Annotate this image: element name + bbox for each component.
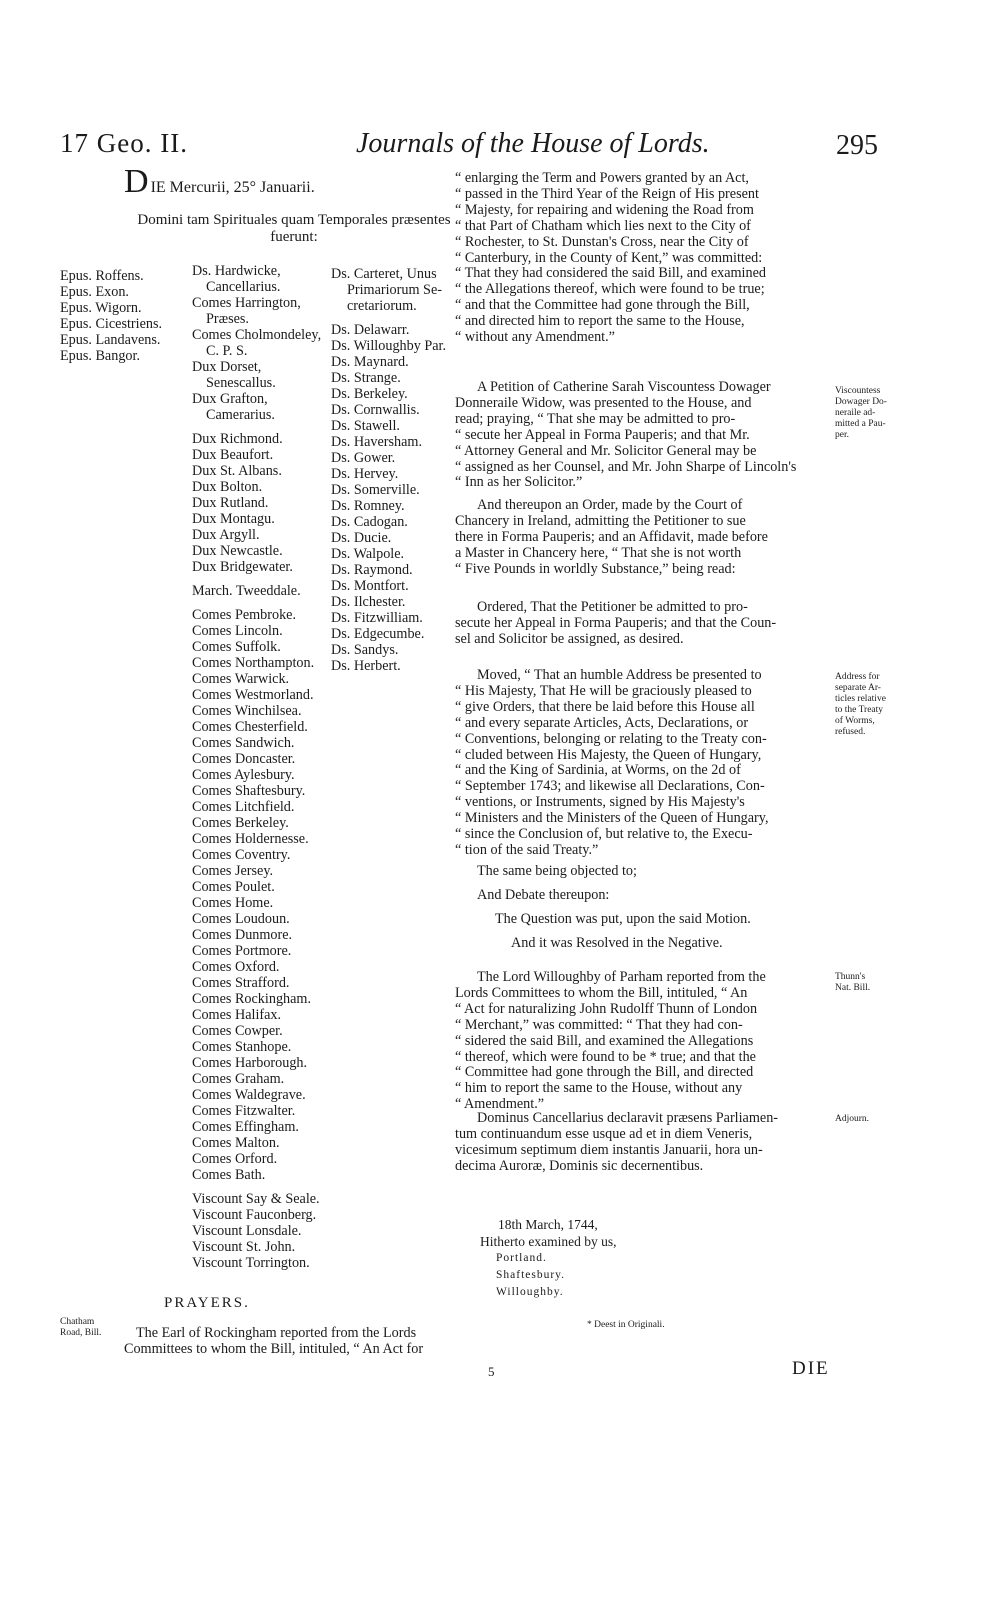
baron-entry: Ds. Romney. [331, 498, 405, 514]
peer-entry: Comes Harrington, [192, 295, 301, 311]
worms-address-motion [455, 668, 827, 859]
text-line: read; praying, “ That she may be admitted to pro- [455, 410, 736, 427]
chatham-report-continued [455, 171, 827, 346]
baron-entry: Ds. Walpole. [331, 546, 405, 562]
baron-entry: Ds. Carteret, Unus [331, 266, 437, 282]
peer-entry: Comes Chesterfield. [192, 719, 308, 735]
text-line: decima Auroræ, Dominis sic decernentibus. [455, 1157, 704, 1174]
peer-entry: Dux Grafton, [192, 391, 268, 407]
header-regnal-year: 17 Geo. II. [60, 128, 188, 158]
peer-entry: Viscount Torrington. [192, 1255, 310, 1271]
peer-entry: Comes Winchilsea. [192, 703, 302, 719]
sidenote-line: Thunn's [835, 972, 866, 982]
baron-entry: Ds. Cadogan. [331, 514, 408, 530]
peer-entry: Comes Doncaster. [192, 751, 296, 767]
text-line: “ and that the Committee had gone through the Bill, [455, 297, 750, 314]
baron-entry: Ds. Delawarr. [331, 322, 410, 338]
peer-entry: C. P. S. [206, 343, 248, 359]
sidenote-thunn [835, 972, 910, 994]
peer-entry: Comes Orford. [192, 1151, 278, 1167]
signatory-name: Portland. [496, 1252, 547, 1264]
text-line: Committees to whom the Bill, intituled, “ An Act for [124, 1341, 424, 1357]
prayers-heading: PRAYERS. [164, 1295, 250, 1311]
baron-entry: Ds. Maynard. [331, 354, 409, 370]
peer-entry: Viscount Say & Seale. [192, 1191, 320, 1207]
peer-entry: Comes Stanhope. [192, 1039, 292, 1055]
text-line: “ cluded between His Majesty, the Queen of Hungary, [455, 746, 762, 763]
sidenote-line: mitted a Pau- [835, 419, 886, 429]
question-line: The Question was put, upon the said Motion. [495, 911, 751, 927]
peer-entry: Comes Litchfield. [192, 799, 295, 815]
peer-entry: Senescallus. [206, 375, 276, 391]
peer-entry: Viscount Lonsdale. [192, 1223, 302, 1239]
peer-entry: Dux Bolton. [192, 479, 263, 495]
text-line: “ thereof, which were found to be * true; and that the [455, 1048, 756, 1065]
baron-entry: Ds. Haversham. [331, 434, 423, 450]
date-line [124, 163, 315, 200]
text-line: The Earl of Rockingham reported from the Lords [136, 1325, 417, 1341]
baron-entry: Ds. Stawell. [331, 418, 400, 434]
text-line: “ Merchant,” was committed: “ That they had con- [455, 1016, 743, 1033]
peer-entry: Comes Malton. [192, 1135, 280, 1151]
peer-entry: Comes Fitzwalter. [192, 1103, 296, 1119]
text-line: “ Ministers and the Ministers of the Queen of Hungary, [455, 810, 769, 827]
peers-column [192, 263, 321, 1271]
signature-mark: 5 [488, 1364, 495, 1379]
text-line: A Petition of Catherine Sarah Viscountess Dowager [477, 379, 771, 395]
baron-entry: Ds. Strange. [331, 370, 401, 386]
text-line: there in Forma Pauperis; and an Affidavit, made before [455, 528, 768, 545]
text-line: “ the Allegations thereof, which were found to be true; [455, 281, 765, 298]
text-line: secute her Appeal in Forma Pauperis; and that the Coun- [455, 614, 777, 631]
text-line: “ Five Pounds in worldly Substance,” being read: [455, 560, 736, 577]
peer-entry: Comes Effingham. [192, 1119, 299, 1135]
text-line: “ enlarging the Term and Powers granted by an Act, [455, 170, 749, 186]
text-line: “ since the Conclusion of, but relative to, the Execu- [455, 826, 753, 843]
text-line: “ and directed him to report the same to the House, [455, 313, 745, 330]
date-text: IE Mercurii, 25° Januarii. [150, 179, 315, 196]
text-line: Donneraile Widow, was presented to the House, and [455, 394, 752, 411]
text-line: Moved, “ That an humble Address be presented to [477, 667, 762, 683]
text-line: Chancery in Ireland, admitting the Petitioner to sue [455, 512, 746, 529]
sig-names [480, 1250, 616, 1301]
bishop-entry: Epus. Exon. [60, 284, 129, 300]
sidenote-chatham [60, 1317, 101, 1339]
text-line: “ Majesty, for repairing and widening the Road from [455, 201, 754, 218]
peer-entry: Comes Portmore. [192, 943, 292, 959]
ordered-paragraph [455, 600, 827, 648]
text-line: “ That they had considered the said Bill, and examined [455, 265, 766, 282]
signatory-name: Willoughby. [496, 1286, 564, 1298]
peer-entry: Viscount Fauconberg. [192, 1207, 317, 1223]
sidenote-adjourn [835, 1114, 910, 1125]
sidenote-line: Adjourn. [835, 1114, 870, 1124]
peer-entry: Comes Westmorland. [192, 687, 314, 703]
peer-entry: Comes Halifax. [192, 1007, 282, 1023]
peer-entry: Comes Cholmondeley, [192, 327, 322, 343]
sidenote-line: ticles relative [835, 694, 886, 704]
bishop-entry: Epus. Landavens. [60, 332, 161, 348]
baron-entry: Ds. Cornwallis. [331, 402, 420, 418]
text-line: “ that Part of Chatham which lies next to the City of [455, 217, 751, 234]
text-line: “ without any Amendment.” [455, 329, 615, 346]
baron-entry: Ds. Herbert. [331, 658, 401, 674]
text-line: “ passed in the Third Year of the Reign of His present [455, 185, 759, 202]
text-line: “ Conventions, belonging or relating to the Treaty con- [455, 730, 767, 747]
baron-entry: Primariorum Se- [347, 282, 442, 298]
text-line: “ His Majesty, That He will be graciously pleased to [455, 682, 752, 699]
peer-entry: Viscount St. John. [192, 1239, 296, 1255]
baron-entry: Ds. Edgecumbe. [331, 626, 425, 642]
bishop-entry: Epus. Wigorn. [60, 300, 142, 316]
sidenote-line: Chatham [60, 1317, 95, 1327]
peer-entry: Comes Home. [192, 895, 274, 911]
bishop-entry: Epus. Cicestriens. [60, 316, 163, 332]
text-line: “ Attorney General and Mr. Solicitor General may be [455, 442, 757, 459]
peer-entry: Comes Loudoun. [192, 911, 290, 927]
text-line: “ September 1743; and likewise all Declarations, Con- [455, 778, 765, 795]
sidenote-line: per. [835, 430, 849, 440]
text-line: And thereupon an Order, made by the Court of [477, 497, 743, 513]
text-line: “ assigned as her Counsel, and Mr. John Sharpe of Lincoln's [455, 458, 797, 475]
peer-entry: Comes Holdernesse. [192, 831, 309, 847]
peer-entry: Dux Newcastle. [192, 543, 283, 559]
examination-signature [480, 1216, 616, 1301]
sidenote-line: Address for [835, 672, 880, 682]
peer-entry: Comes Suffolk. [192, 639, 281, 655]
text-line: “ him to report the same to the House, without any [455, 1080, 743, 1097]
peer-entry: Comes Lincoln. [192, 623, 283, 639]
sidenote-line: Nat. Bill. [835, 983, 871, 993]
text-line: “ Act for naturalizing John Rudolff Thunn of London [455, 1000, 758, 1017]
peer-entry: Comes Harborough. [192, 1055, 308, 1071]
baron-entry: Ds. Sandys. [331, 642, 399, 658]
drop-cap: D [124, 163, 149, 200]
peer-entry: Comes Northampton. [192, 655, 315, 671]
thunn-report [455, 970, 827, 1113]
peer-entry: Comes Oxford. [192, 959, 280, 975]
peer-entry: Comes Aylesbury. [192, 767, 295, 783]
peer-entry: Comes Warwick. [192, 671, 290, 687]
peer-entry: Dux St. Albans. [192, 463, 282, 479]
peer-entry: Comes Jersey. [192, 863, 274, 879]
peer-entry: Dux Dorset, [192, 359, 262, 375]
header-title: Journals of the House of Lords. [356, 128, 710, 159]
baron-entry: Ds. Raymond. [331, 562, 413, 578]
sig-line: Hitherto examined by us, [480, 1234, 617, 1249]
peer-entry: Comes Strafford. [192, 975, 290, 991]
text-line: “ and the King of Sardinia, at Worms, on the 2d of [455, 762, 741, 779]
baron-entry: Ds. Ducie. [331, 530, 392, 546]
baron-entry: Ds. Berkeley. [331, 386, 408, 402]
sidenote-line: separate Ar- [835, 683, 881, 693]
peer-entry: Comes Poulet. [192, 879, 275, 895]
page-number: 295 [836, 130, 878, 161]
footnote: * Deest in Originali. [587, 1320, 665, 1330]
sidenote-line: neraile ad- [835, 408, 876, 418]
sidenote-line: Road, Bill. [60, 1328, 102, 1338]
peer-entry: Dux Richmond. [192, 431, 283, 447]
peer-entry: Dux Beaufort. [192, 447, 274, 463]
text-line: “ and every separate Articles, Acts, Declarations, or [455, 714, 749, 731]
peer-entry: Comes Bath. [192, 1167, 266, 1183]
baron-entry: Ds. Gower. [331, 450, 396, 466]
text-line: tum continuandum esse usque ad et in diem Veneris, [455, 1125, 753, 1142]
barons-column [331, 266, 446, 674]
peer-entry: Comes Dunmore. [192, 927, 293, 943]
baron-entry: Ds. Hervey. [331, 466, 399, 482]
peer-entry: Comes Waldegrave. [192, 1087, 306, 1103]
text-line: “ secute her Appeal in Forma Pauperis; and that Mr. [455, 426, 750, 443]
text-line: The Lord Willoughby of Parham reported from the [477, 969, 766, 985]
peer-entry: Cancellarius. [206, 279, 281, 295]
peer-entry: Comes Shaftesbury. [192, 783, 306, 799]
baron-entry: Ds. Montfort. [331, 578, 409, 594]
signatory-name: Shaftesbury. [496, 1269, 566, 1281]
peer-entry: Comes Graham. [192, 1071, 285, 1087]
objected-line: The same being objected to; [477, 863, 637, 879]
catchword: DIE [792, 1358, 830, 1379]
sidenote-line: of Worms, [835, 716, 875, 726]
text-line: “ Inn as her Solicitor.” [455, 474, 583, 491]
debate-line: And Debate thereupon: [477, 887, 610, 903]
text-line: Ordered, That the Petitioner be admitted to pro- [477, 599, 748, 615]
peer-entry: Comes Cowper. [192, 1023, 283, 1039]
text-line: Dominus Cancellarius declaravit præsens Parliamen- [477, 1110, 779, 1126]
peer-entry: Comes Berkeley. [192, 815, 289, 831]
text-line: “ sidered the said Bill, and examined the Allegations [455, 1032, 754, 1049]
text-line: “ ventions, or Instruments, signed by His Majesty's [455, 794, 745, 811]
text-line: “ tion of the said Treaty.” [455, 841, 599, 858]
sidenote-line: Viscountess [835, 386, 881, 396]
text-line: “ Amendment.” [455, 1096, 545, 1113]
peer-entry: Comes Rockingham. [192, 991, 312, 1007]
peer-entry: Camerarius. [206, 407, 275, 423]
peer-entry: Comes Pembroke. [192, 607, 297, 623]
text-line: sel and Solicitor be assigned, as desired. [455, 630, 684, 647]
sig-date: 18th March, 1744, [498, 1217, 598, 1232]
rockingham-report [124, 1325, 464, 1357]
text-line: Lords Committees to whom the Bill, intituled, “ An [455, 984, 748, 1001]
sidenote-address [835, 672, 910, 738]
peer-entry: Dux Rutland. [192, 495, 269, 511]
baron-entry: Ds. Willoughby Par. [331, 338, 447, 354]
text-line: “ give Orders, that there be laid before this House all [455, 698, 755, 715]
baron-entry: Ds. Somerville. [331, 482, 420, 498]
adjournment [455, 1111, 827, 1175]
baron-entry: Ds. Fitzwilliam. [331, 610, 423, 626]
peer-entry: Præses. [206, 311, 249, 327]
bishop-entry: Epus. Bangor. [60, 348, 140, 364]
peer-entry: Dux Argyll. [192, 527, 260, 543]
sidenote-line: Dowager Do- [835, 397, 887, 407]
text-line: a Master in Chancery here, “ That she is not worth [455, 544, 742, 561]
peer-entry: Ds. Hardwicke, [192, 263, 281, 279]
text-line: “ Canterbury, in the County of Kent,” was committed: [455, 249, 763, 266]
bishops-column [60, 268, 162, 364]
peer-entry: Comes Coventry. [192, 847, 291, 863]
sidenote-line: refused. [835, 727, 866, 737]
baron-entry: cretariorum. [347, 298, 417, 314]
text-line: “ Committee had gone through the Bill, and directed [455, 1064, 754, 1081]
resolved-line: And it was Resolved in the Negative. [511, 935, 723, 951]
text-line: “ Rochester, to St. Dunstan's Cross, near the City of [455, 233, 749, 250]
peer-entry: March. Tweeddale. [192, 583, 301, 599]
peer-entry: Dux Montagu. [192, 511, 275, 527]
bishop-entry: Epus. Roffens. [60, 268, 144, 284]
domini-heading: Domini tam Spirituales quam Temporales præsentes fuerunt: [137, 212, 451, 245]
donneraile-petition [455, 380, 827, 491]
sidenote-viscountess [835, 386, 910, 441]
text-line: vicesimum septimum diem instantis Januarii, hora un- [455, 1141, 763, 1158]
peer-entry: Comes Sandwich. [192, 735, 295, 751]
sidenote-line: to the Treaty [835, 705, 884, 715]
chancery-order [455, 498, 827, 578]
peer-entry: Dux Bridgewater. [192, 559, 293, 575]
baron-entry: Ds. Ilchester. [331, 594, 406, 610]
